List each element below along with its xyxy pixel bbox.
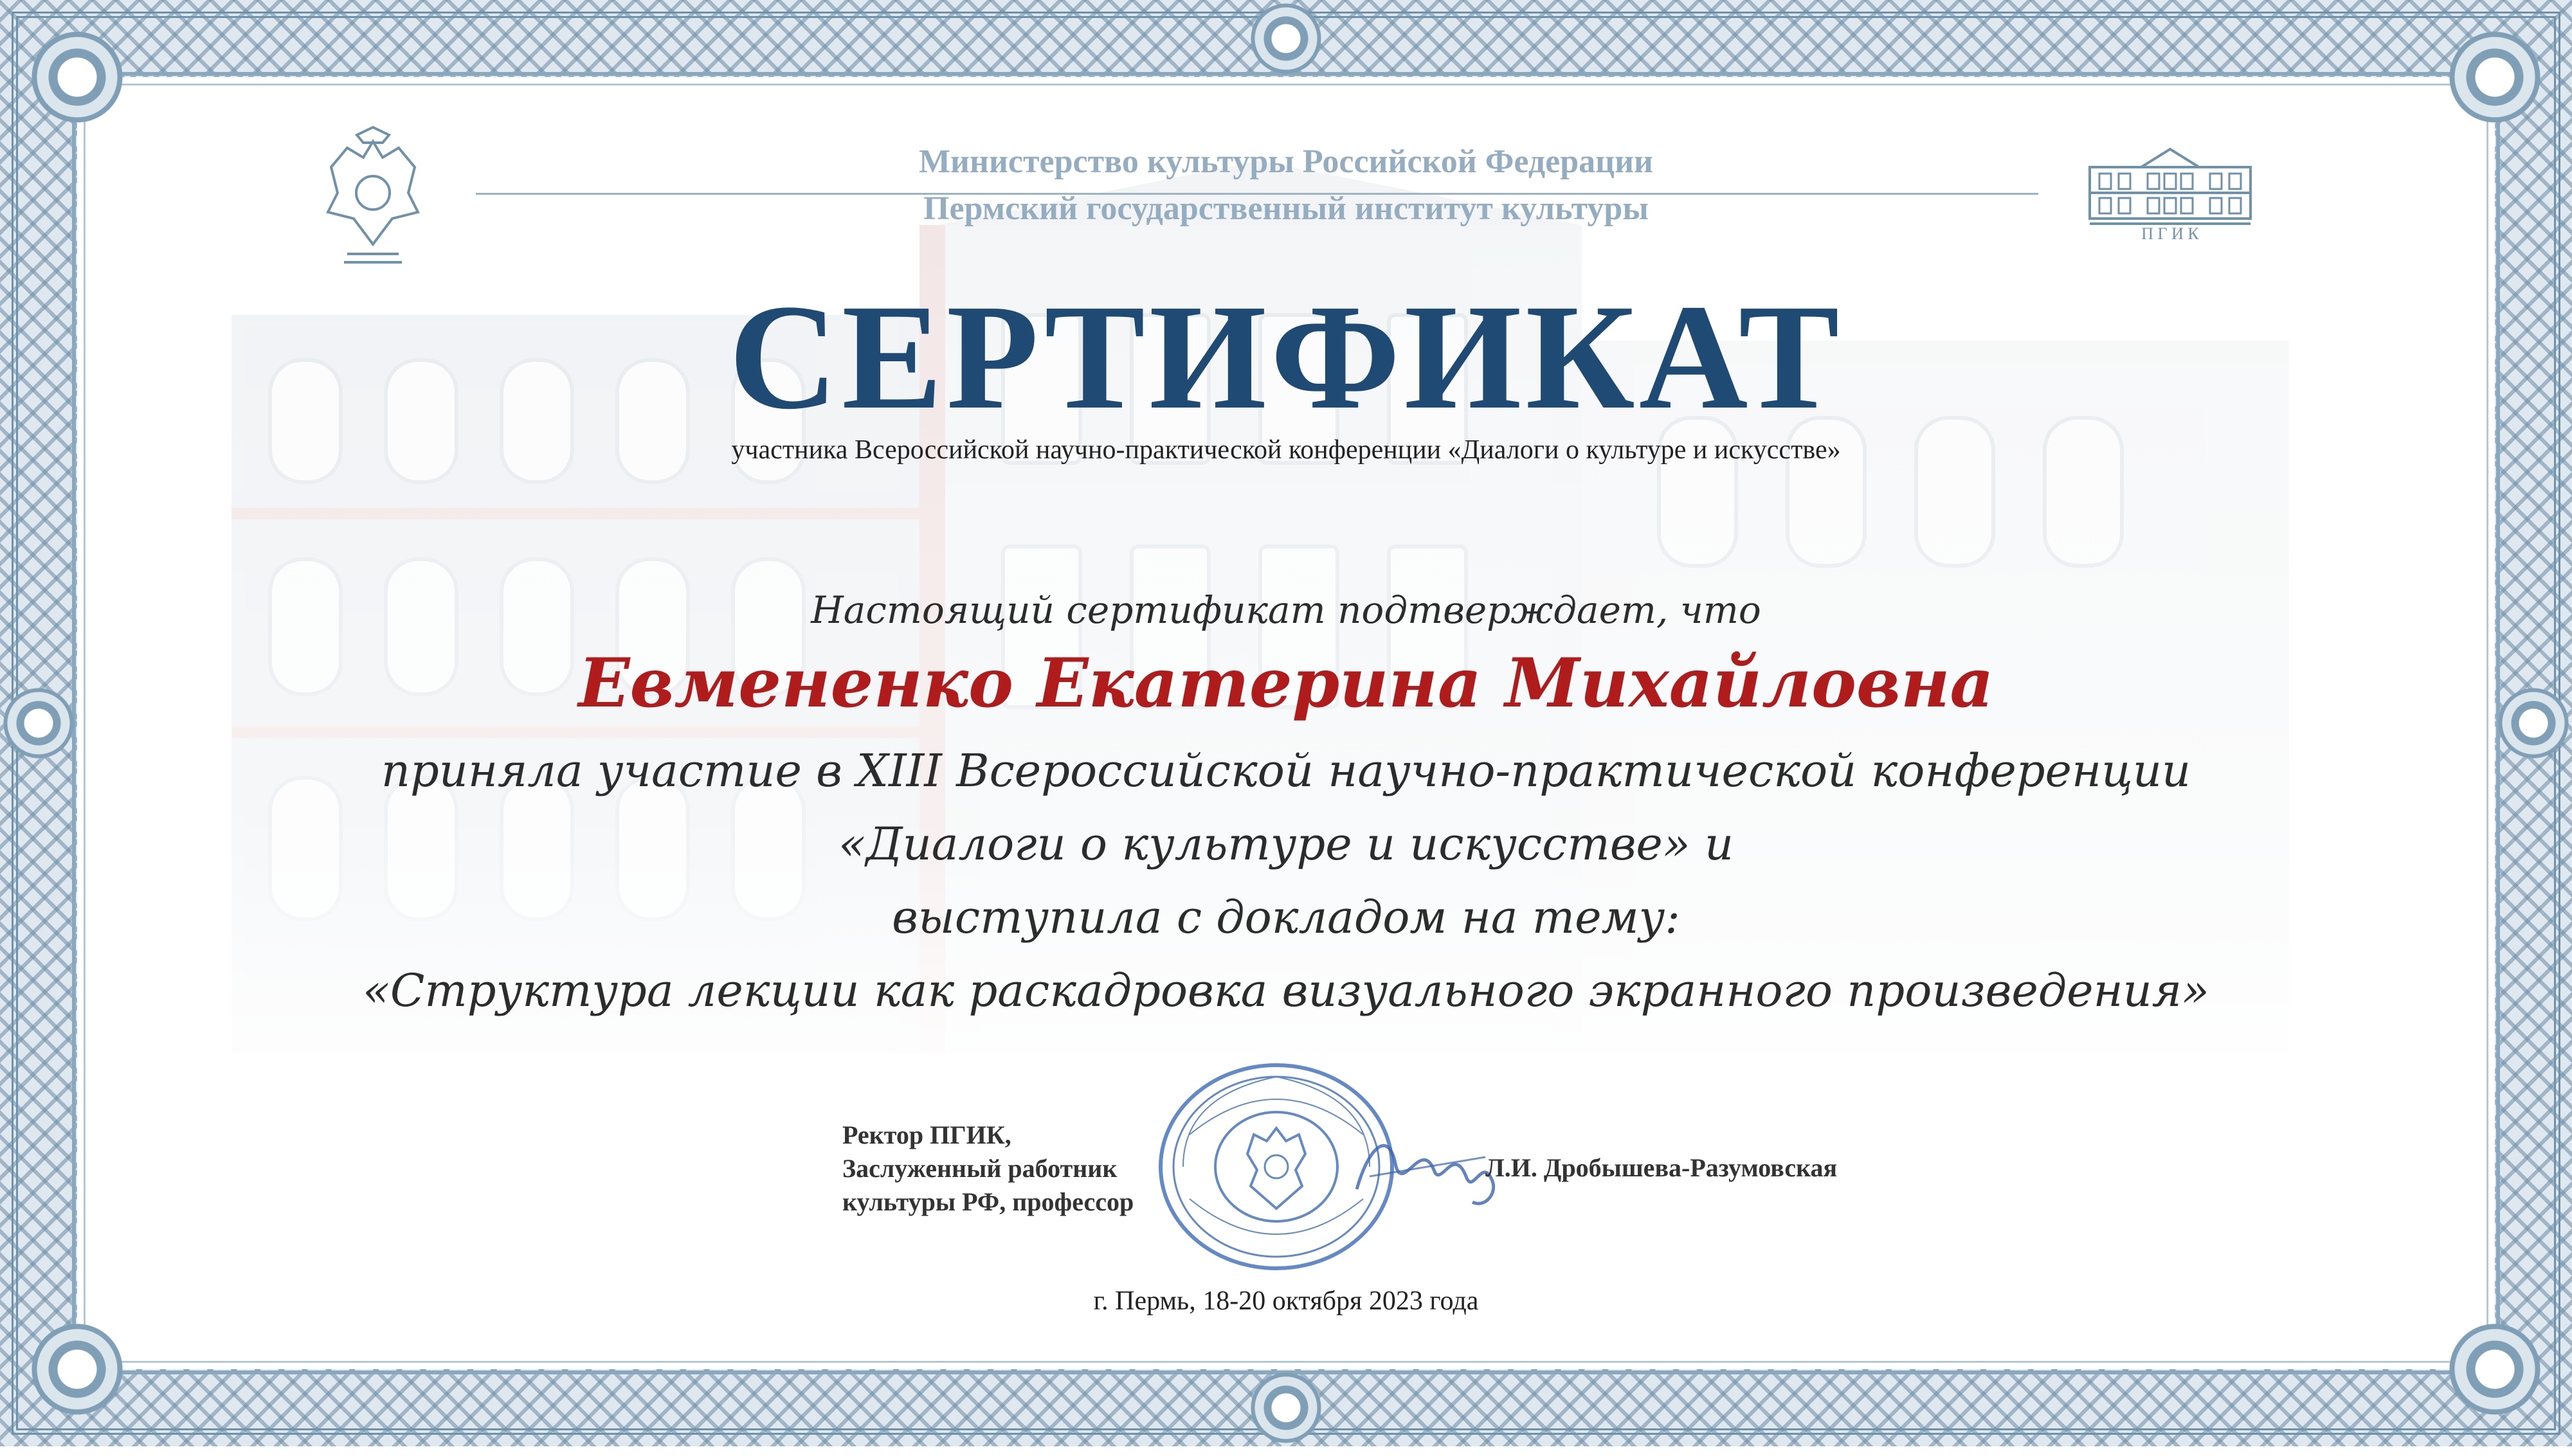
signatory-position bbox=[842, 1119, 1228, 1219]
border-medallion-icon bbox=[0, 675, 87, 771]
recipient-name: Евмененко Екатерина Михайловна bbox=[578, 643, 1994, 723]
corner-rosette-icon bbox=[2431, 1305, 2559, 1434]
ministry-emblem-icon bbox=[309, 122, 437, 270]
ministry-name: Министерство культуры Российской Федерации bbox=[918, 143, 1654, 180]
institute-logo-label: П Г И К bbox=[2141, 224, 2199, 243]
report-intro-text: выступила с докладом на тему: bbox=[892, 891, 1680, 944]
certificate-subtitle: участника Всероссийской научно-практической конференции «Диалоги о культуре и искусстве» bbox=[731, 435, 1841, 465]
corner-rosette-icon bbox=[13, 1305, 141, 1434]
place-and-date: г. Пермь, 18-20 октября 2023 года bbox=[1093, 1286, 1479, 1316]
report-topic: «Структура лекции как раскадровка визуального экранного произведения» bbox=[363, 964, 2209, 1017]
institute-name: Пермский государственный институт культуры bbox=[923, 190, 1649, 227]
institute-logo-icon bbox=[2083, 141, 2257, 244]
border-medallion-icon bbox=[1238, 1360, 1334, 1456]
border-medallion-icon bbox=[1238, 0, 1334, 87]
position-line: Заслуженный работник bbox=[842, 1154, 1118, 1183]
certificate-title: СЕРТИФИКАТ bbox=[729, 273, 1843, 440]
corner-rosette-icon bbox=[2431, 13, 2559, 141]
position-line: Ректор ПГИК, bbox=[842, 1120, 1011, 1149]
participation-text: приняла участие в XIII Всероссийской научно-практической конференции bbox=[381, 744, 2191, 797]
border-medallion-icon bbox=[2485, 675, 2572, 771]
position-line: культуры РФ, профессор bbox=[842, 1187, 1134, 1216]
signatory-name: Л.И. Дробышева-Разумовская bbox=[1485, 1153, 1838, 1182]
confirm-text: Настоящий сертификат подтверждает, что bbox=[811, 588, 1761, 632]
corner-rosette-icon bbox=[13, 13, 141, 141]
conference-name-text: «Диалоги о культуре и искусстве» и bbox=[838, 818, 1734, 870]
